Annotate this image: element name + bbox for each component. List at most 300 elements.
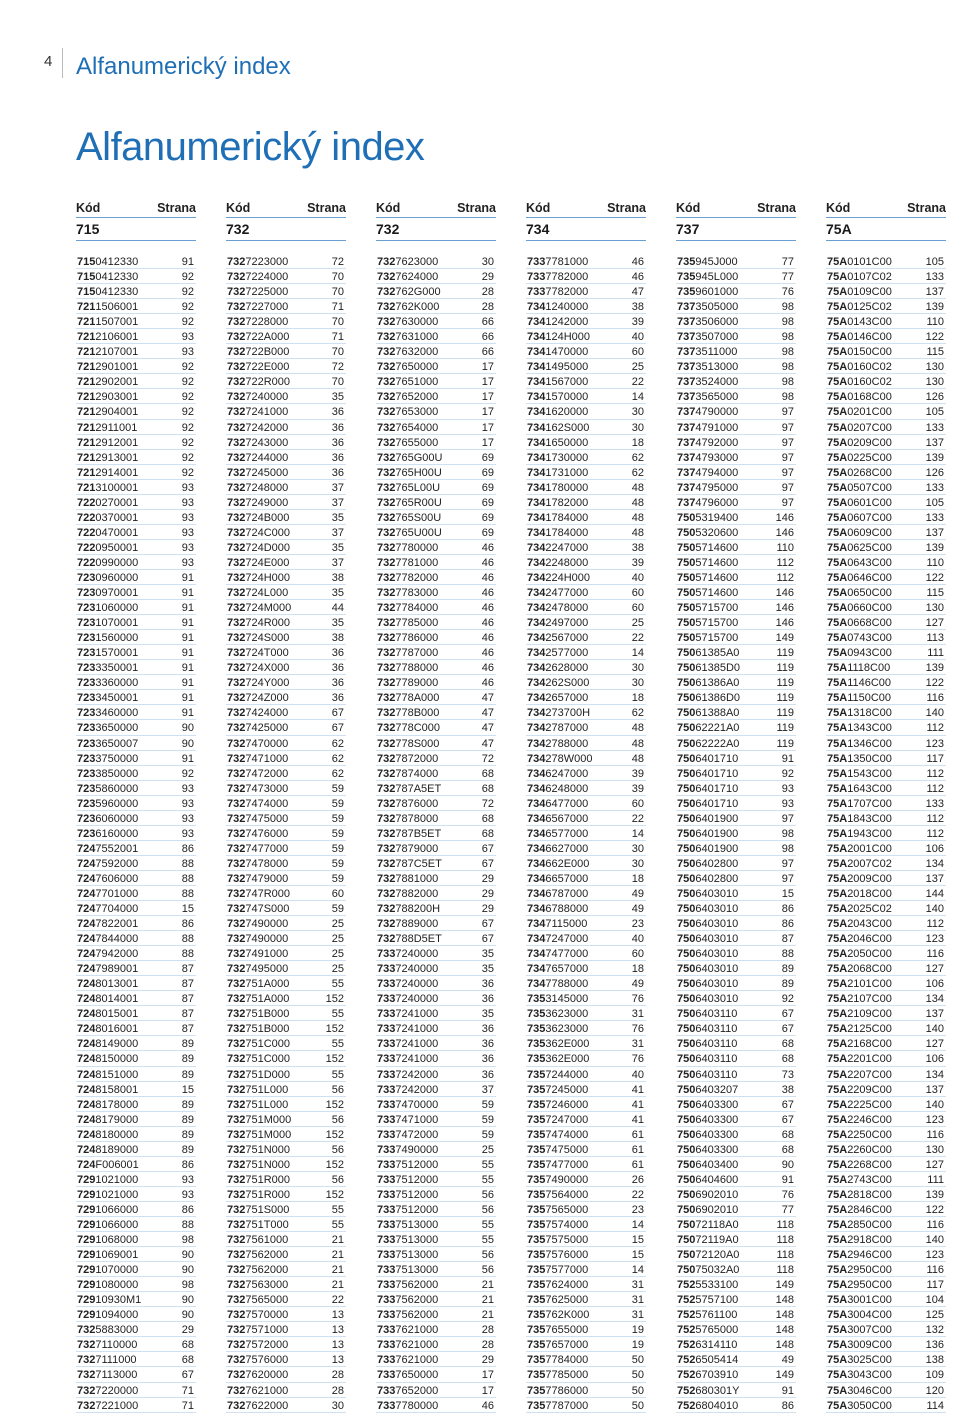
index-row	[376, 976, 496, 991]
index-row	[676, 811, 796, 826]
index-row	[376, 781, 496, 796]
page-reference: 36	[481, 1053, 494, 1066]
item-code: 7525765000	[677, 1324, 739, 1337]
item-code: 7327650000	[377, 361, 439, 374]
page-reference: 87	[181, 963, 194, 976]
index-row	[826, 329, 946, 344]
page-reference: 31	[631, 1008, 644, 1021]
item-code: 75A0743C00	[827, 632, 892, 645]
page-reference: 92	[181, 767, 194, 780]
page-reference: 93	[781, 797, 794, 810]
page-reference: 56	[331, 1173, 344, 1186]
page-reference: 92	[181, 406, 194, 419]
index-row	[676, 991, 796, 1006]
page-reference: 70	[331, 286, 344, 299]
index-row	[826, 766, 946, 781]
item-code: 7327224000	[227, 271, 289, 284]
item-code: 7506403400	[677, 1158, 739, 1171]
item-code: 75A2846C00	[827, 1203, 892, 1216]
index-row	[826, 585, 946, 600]
page-reference: 119	[776, 707, 794, 720]
page-reference: 22	[631, 812, 644, 825]
index-row	[826, 976, 946, 991]
page-reference: 112	[926, 918, 944, 931]
page-reference: 62	[631, 466, 644, 479]
item-code: 7341780000	[527, 481, 589, 494]
item-code: 75A0146C00	[827, 331, 892, 344]
index-row	[226, 1097, 346, 1112]
page-reference: 71	[331, 331, 344, 344]
column-prefix	[76, 218, 196, 241]
item-code: 7337562000	[377, 1279, 439, 1292]
page-reference: 36	[481, 1068, 494, 1081]
index-row	[676, 1262, 796, 1277]
item-code: 75072119A0	[677, 1234, 739, 1247]
page-reference: 98	[781, 361, 794, 374]
index-row	[376, 510, 496, 525]
page-reference: 30	[631, 421, 644, 434]
item-code: 75A2950C00	[827, 1264, 892, 1277]
index-row	[676, 705, 796, 720]
item-code: 7211507001	[77, 316, 139, 329]
page-reference: 91	[181, 647, 194, 660]
index-rows	[676, 254, 796, 1413]
item-code: 75A2043C00	[827, 918, 892, 931]
page-reference: 35	[331, 511, 344, 524]
index-row	[376, 389, 496, 404]
page-reference: 31	[631, 1038, 644, 1051]
page-reference: 36	[331, 677, 344, 690]
page-reference: 72	[331, 361, 344, 374]
item-code: 732751R000	[227, 1173, 291, 1186]
index-row	[76, 450, 196, 465]
item-code: 7506403300	[677, 1113, 739, 1126]
kod-header: Kód	[676, 201, 701, 215]
page-reference: 115	[926, 346, 944, 359]
page-reference: 92	[181, 391, 194, 404]
page-reference: 116	[926, 1128, 944, 1141]
index-row	[226, 1307, 346, 1322]
page-reference: 86	[181, 842, 194, 855]
index-row	[526, 1352, 646, 1367]
item-code: 7506404600	[677, 1173, 739, 1186]
index-row	[826, 931, 946, 946]
page-reference: 36	[331, 692, 344, 705]
item-code: 7506403010	[677, 887, 739, 900]
item-code: 732751L000	[227, 1098, 289, 1111]
page-reference: 105	[925, 406, 944, 419]
page-reference: 119	[776, 737, 794, 750]
column-header	[76, 200, 196, 218]
page-reference: 61	[631, 1143, 644, 1156]
page-reference: 67	[781, 1023, 794, 1036]
index-row	[376, 1352, 496, 1367]
page-reference: 56	[481, 1249, 494, 1262]
index-row	[826, 991, 946, 1006]
item-code: 7506401900	[677, 842, 739, 855]
index-row	[676, 389, 796, 404]
page-reference: 92	[181, 301, 194, 314]
item-code: 7346787000	[527, 887, 589, 900]
item-code: 7327624000	[377, 271, 439, 284]
item-code: 75A2246C00	[827, 1113, 892, 1126]
page-reference: 106	[925, 1053, 944, 1066]
index-row	[376, 690, 496, 705]
item-code: 7341470000	[527, 346, 589, 359]
page-reference: 118	[776, 1249, 794, 1262]
item-code: 7231060000	[77, 602, 139, 615]
index-row	[826, 600, 946, 615]
index-row	[76, 1051, 196, 1066]
item-code: 7327110000	[77, 1339, 138, 1352]
index-row	[526, 766, 646, 781]
index-row	[76, 1277, 196, 1292]
item-code: 7337490000	[377, 1143, 439, 1156]
index-row	[226, 886, 346, 901]
page-reference: 152	[325, 1098, 344, 1111]
page-reference: 35	[331, 391, 344, 404]
page-reference: 105	[925, 256, 944, 268]
item-code: 7327653000	[377, 406, 439, 419]
item-code: 7341620000	[527, 406, 589, 419]
index-row	[676, 1051, 796, 1066]
page-reference: 69	[481, 451, 494, 464]
index-row	[526, 284, 646, 299]
page-reference: 22	[631, 1188, 644, 1201]
item-code: 7357564000	[527, 1188, 589, 1201]
item-code: 7220370001	[77, 511, 139, 524]
index-row	[526, 660, 646, 675]
index-row	[826, 1337, 946, 1352]
index-row	[76, 374, 196, 389]
page-reference: 89	[181, 1128, 194, 1141]
item-code: 732787C5ET	[377, 857, 442, 870]
index-row	[526, 359, 646, 374]
index-row	[826, 465, 946, 480]
index-row	[826, 946, 946, 961]
page-reference: 29	[481, 1354, 494, 1367]
index-row	[676, 1097, 796, 1112]
index-row	[76, 826, 196, 841]
page-reference: 19	[631, 1324, 644, 1337]
index-row	[76, 751, 196, 766]
index-row	[826, 630, 946, 645]
page-reference: 18	[631, 436, 644, 449]
item-code: 7233650000	[77, 722, 139, 735]
item-code: 75A2068C00	[827, 963, 892, 976]
index-row	[826, 615, 946, 630]
index-row	[676, 1307, 796, 1322]
page-reference: 91	[181, 587, 194, 600]
index-row	[676, 420, 796, 435]
item-code: 75A1643C00	[827, 782, 892, 795]
index-row	[376, 991, 496, 1006]
item-code: 7247701000	[77, 887, 139, 900]
item-code: 732724L000	[227, 587, 289, 600]
item-code: 7506403010	[677, 903, 739, 916]
item-code: 7525533100	[677, 1279, 739, 1292]
index-row	[376, 585, 496, 600]
page-reference: 105	[925, 496, 944, 509]
index-row	[526, 1307, 646, 1322]
page-reference: 97	[781, 857, 794, 870]
item-code: 752680301Y	[677, 1384, 740, 1397]
index-row	[226, 585, 346, 600]
kod-header: Kód	[76, 201, 101, 215]
index-row	[826, 901, 946, 916]
index-row	[826, 1307, 946, 1322]
page-reference: 67	[781, 1098, 794, 1111]
index-row	[826, 856, 946, 871]
item-code: 7327495000	[227, 963, 289, 976]
item-code: 7337621000	[377, 1354, 439, 1367]
page-reference: 112	[926, 812, 944, 825]
item-code: 732778B000	[377, 707, 440, 720]
item-code: 7337782000	[527, 271, 589, 284]
page-reference: 93	[181, 1173, 194, 1186]
page-reference: 30	[631, 662, 644, 675]
item-code: 732751B000	[227, 1008, 290, 1021]
index-row	[376, 1202, 496, 1217]
page-reference: 46	[481, 571, 494, 584]
item-code: 734662E000	[527, 857, 590, 870]
item-code: 7337512000	[377, 1188, 439, 1201]
item-code: 7248189000	[77, 1143, 139, 1156]
item-code: 7342567000	[527, 632, 589, 645]
page-reference: 92	[181, 376, 194, 389]
index-row	[226, 1383, 346, 1398]
page-reference: 119	[776, 647, 794, 660]
page-reference: 18	[631, 692, 644, 705]
page-reference: 48	[631, 752, 644, 765]
item-code: 7374793000	[677, 451, 739, 464]
index-row	[676, 736, 796, 751]
item-code: 7327479000	[227, 872, 289, 885]
page-reference: 97	[781, 451, 794, 464]
index-row	[826, 359, 946, 374]
index-row	[376, 435, 496, 450]
item-code: 75A0160C02	[827, 361, 892, 374]
index-row	[526, 961, 646, 976]
index-row	[376, 751, 496, 766]
page-reference: 152	[325, 1023, 344, 1036]
page-reference: 88	[181, 948, 194, 961]
index-row	[376, 1247, 496, 1262]
index-row	[676, 359, 796, 374]
index-row	[676, 1142, 796, 1157]
item-code: 7342247000	[527, 541, 589, 554]
index-row	[76, 991, 196, 1006]
item-code: 7248179000	[77, 1113, 139, 1126]
index-row	[676, 314, 796, 329]
item-code: 7357565000	[527, 1203, 589, 1216]
item-code: 7247989001	[77, 963, 139, 976]
page-reference: 152	[325, 1158, 344, 1171]
item-code: 7248151000	[77, 1068, 139, 1081]
page-reference: 122	[925, 677, 944, 690]
index-row	[526, 931, 646, 946]
page-reference: 133	[925, 271, 944, 284]
index-row	[826, 555, 946, 570]
index-row	[526, 826, 646, 841]
item-code: 75A2209C00	[827, 1083, 892, 1096]
item-code: 7327472000	[227, 767, 289, 780]
item-code: 7291021000	[77, 1173, 139, 1186]
index-row	[76, 1383, 196, 1398]
page-reference: 30	[631, 857, 644, 870]
item-code: 75A0160C02	[827, 376, 892, 389]
index-row	[826, 811, 946, 826]
index-row	[226, 946, 346, 961]
page-reference: 14	[631, 647, 644, 660]
item-code: 7373506000	[677, 316, 739, 329]
page-reference: 29	[481, 903, 494, 916]
page-reference: 146	[775, 511, 794, 524]
item-code: 7212914001	[77, 466, 139, 479]
kod-header: Kód	[826, 201, 851, 215]
page-reference: 38	[781, 1083, 794, 1096]
item-code: 7347115000	[527, 918, 588, 931]
item-code: 7337472000	[377, 1128, 439, 1141]
page-reference: 59	[331, 872, 344, 885]
item-code: 7505715700	[677, 617, 739, 630]
index-row	[226, 1292, 346, 1307]
item-code: 75A0107C02	[827, 271, 892, 284]
index-row	[676, 404, 796, 419]
page-reference: 148	[775, 1339, 794, 1352]
index-row	[676, 1383, 796, 1398]
item-code: 7506402800	[677, 872, 739, 885]
item-code: 7327111000	[77, 1354, 137, 1367]
page-reference: 46	[631, 256, 644, 268]
item-code: 7233460000	[77, 707, 139, 720]
item-code: 75A1943C00	[827, 827, 892, 840]
index-row	[526, 811, 646, 826]
index-row	[226, 826, 346, 841]
item-code: 75062221A0	[677, 722, 740, 735]
index-row	[526, 1142, 646, 1157]
index-row	[676, 1172, 796, 1187]
item-code: 7526804010	[677, 1399, 739, 1412]
prefix-label: 75A	[826, 221, 852, 237]
item-code: 75A0209C00	[827, 436, 892, 449]
item-code: 75061385D0	[677, 662, 741, 675]
index-row	[826, 1383, 946, 1398]
index-row	[226, 435, 346, 450]
index-row	[676, 570, 796, 585]
item-code: 7327785000	[377, 617, 439, 630]
index-row	[226, 1036, 346, 1051]
page-reference: 36	[331, 406, 344, 419]
item-code: 75A2168C00	[827, 1038, 892, 1051]
index-row	[676, 495, 796, 510]
page-reference: 15	[181, 1083, 194, 1096]
item-code: 7341782000	[527, 496, 589, 509]
index-row	[76, 344, 196, 359]
index-row	[76, 1097, 196, 1112]
page-reference: 59	[481, 1113, 494, 1126]
item-code: 732751N000	[227, 1143, 291, 1156]
item-code: 732765G00U	[377, 451, 443, 464]
item-code: 7291021000	[77, 1188, 139, 1201]
page-reference: 90	[181, 1249, 194, 1262]
index-row	[526, 344, 646, 359]
index-row	[526, 525, 646, 540]
page-reference: 92	[181, 466, 194, 479]
strana-header: Strana	[457, 201, 496, 215]
index-row	[826, 736, 946, 751]
item-code: 7337512000	[377, 1173, 439, 1186]
page-reference: 55	[481, 1234, 494, 1247]
page-reference: 149	[775, 1279, 794, 1292]
index-row	[676, 374, 796, 389]
index-row	[376, 1307, 496, 1322]
page-reference: 46	[481, 617, 494, 630]
item-code: 75A0625C00	[827, 541, 892, 554]
index-row	[376, 1172, 496, 1187]
item-code: 7341495000	[527, 361, 589, 374]
index-row	[676, 1157, 796, 1172]
item-code: 75A0601C00	[827, 496, 892, 509]
item-code: 7327654000	[377, 421, 439, 434]
page-reference: 77	[781, 271, 794, 284]
page-reference: 123	[925, 1113, 944, 1126]
page-reference: 98	[781, 331, 794, 344]
item-code: 7374796000	[677, 496, 739, 509]
page-reference: 15	[631, 1249, 644, 1262]
index-row	[376, 645, 496, 660]
item-code: 7247552001	[77, 842, 139, 855]
item-code: 7337240000	[377, 963, 439, 976]
page-reference: 50	[631, 1384, 644, 1397]
page-reference: 114	[926, 1399, 944, 1412]
index-row	[676, 1232, 796, 1247]
page-reference: 68	[781, 1038, 794, 1051]
item-code: 732751C000	[227, 1053, 291, 1066]
item-code: 7325883000	[77, 1324, 139, 1337]
item-code: 7220950001	[77, 541, 139, 554]
item-code: 7357474000	[527, 1128, 589, 1141]
kod-header: Kód	[526, 201, 551, 215]
page-reference: 98	[781, 346, 794, 359]
index-row	[676, 1202, 796, 1217]
index-row	[526, 1006, 646, 1021]
item-code: 7327242000	[227, 421, 289, 434]
page-reference: 56	[331, 1143, 344, 1156]
index-row	[226, 600, 346, 615]
page-reference: 14	[631, 827, 644, 840]
page-reference: 93	[181, 541, 194, 554]
page-reference: 127	[925, 1158, 944, 1171]
item-code: 75A3046C00	[827, 1384, 892, 1397]
page-reference: 97	[781, 496, 794, 509]
index-rows	[226, 254, 346, 1413]
page-reference: 146	[775, 602, 794, 615]
index-row	[826, 314, 946, 329]
item-code: 7212903001	[77, 391, 139, 404]
index-row	[76, 886, 196, 901]
item-code: 7506401710	[677, 782, 739, 795]
item-code: 735945J000	[677, 256, 738, 268]
item-code: 7327782000	[377, 571, 439, 584]
item-code: 7233750000	[77, 752, 139, 765]
index-row	[826, 1097, 946, 1112]
index-row	[826, 540, 946, 555]
page-reference: 127	[925, 1038, 944, 1051]
item-code: 7212911001	[77, 421, 138, 434]
item-code: 75A2946C00	[827, 1249, 892, 1262]
page-reference: 98	[181, 1279, 194, 1292]
